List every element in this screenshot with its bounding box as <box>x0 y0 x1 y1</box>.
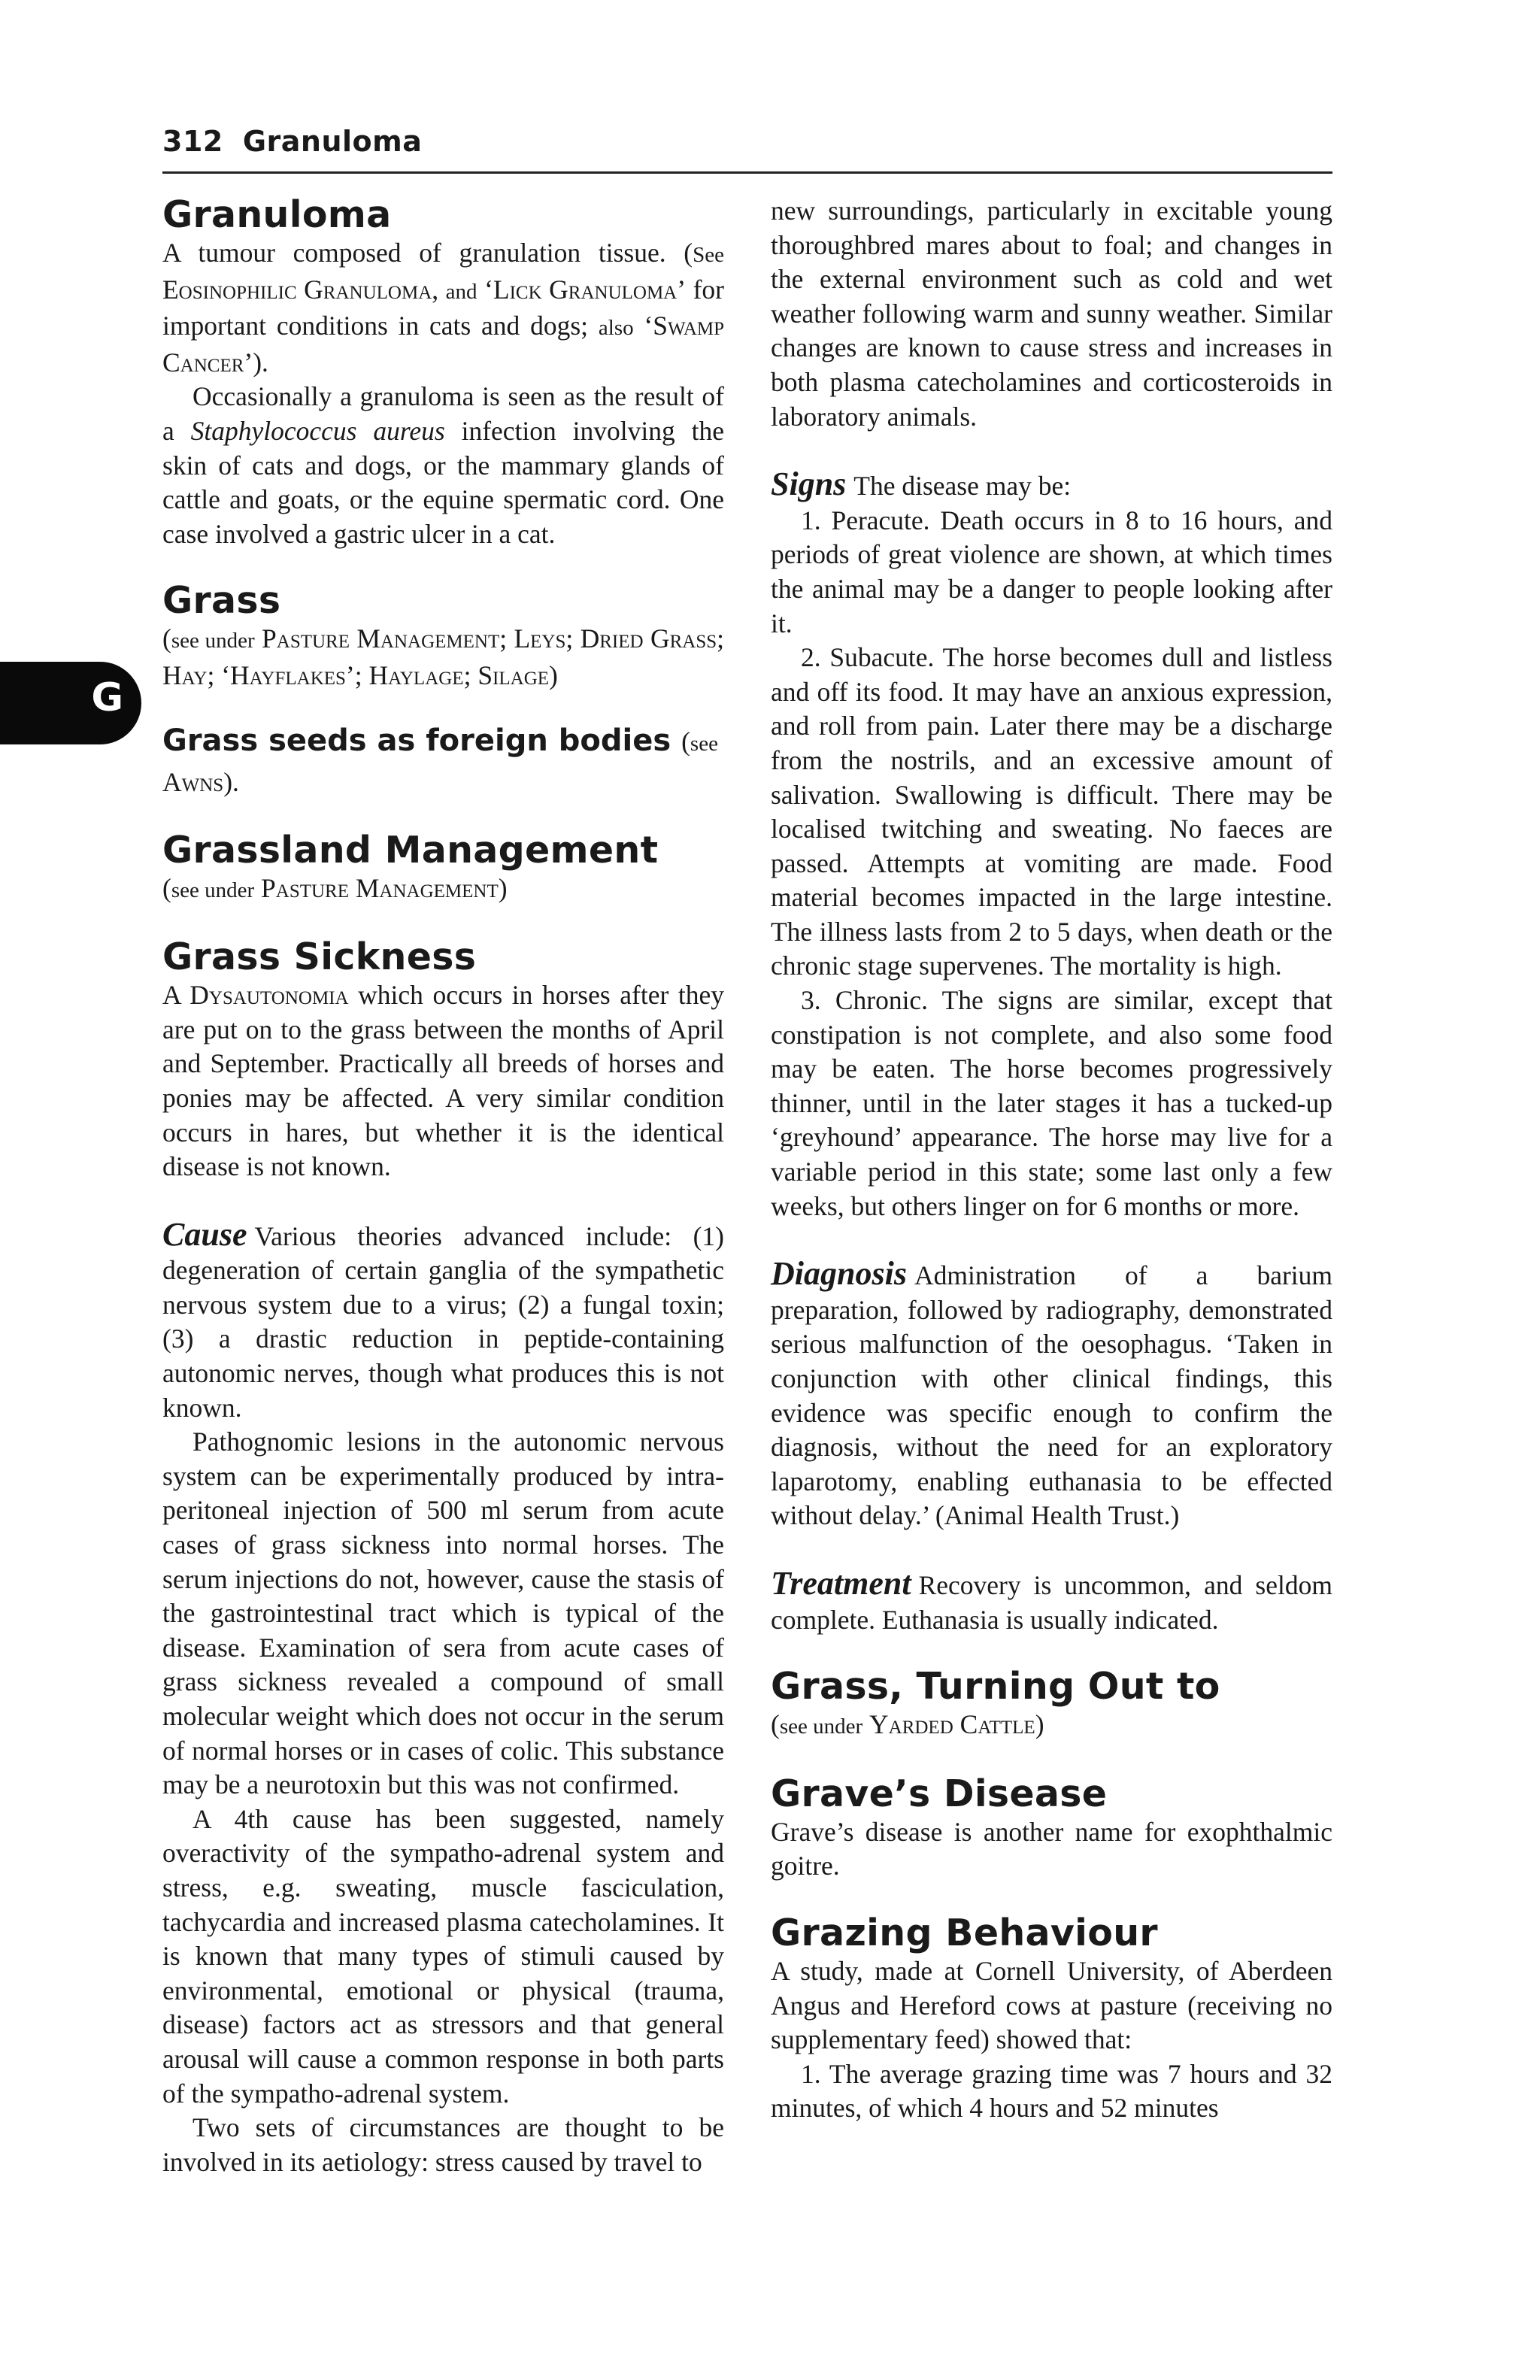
cross-reference[interactable]: Awns <box>162 766 224 797</box>
paragraph: Pathognomic lesions in the autonomic nervous system can be experimentally produced by intra-peritoneal injection of 500 ml serum from acute cases of grass sickness into normal horses. The serum injections do not, however, cause the stasis of the gastrointestinal tract which is typical of the disease. Examination of sera from acute cases of grass sickness revealed a compound of small molecular weight which does not occur in the serum of normal horses or in cases of colic. This substance may be a neurotoxin but this was not confirmed. <box>162 1426 724 1800</box>
text: Various theories advanced include: (1) degeneration of certain ganglia of the sympathetic nervous system due to a virus; (2) a fungal toxin; (3) a drastic reduction in peptide-containing autonomic nerves, though what produces this is not known. <box>162 1220 724 1423</box>
paragraph: Grave’s disease is another name for exophthalmic goitre. <box>771 1816 1332 1881</box>
paragraph: new surroundings, particularly in excitable young thoroughbred mares about to foal; and changes in the external environment such as cold and wet weather following warm and sunny weather. Similar changes are known to cause stress and increases in both plasma catecholamines and corticosteroids in laboratory animals. <box>771 196 1332 432</box>
entry-heading-grass: Grass <box>162 579 281 623</box>
text: Recovery is uncommon, and seldom complete. Euthanasia is usually indicated. <box>771 1569 1332 1635</box>
left-column <box>162 194 724 2179</box>
cross-reference[interactable]: ‘Swamp Cancer’ <box>162 311 725 377</box>
entry-heading-grassland-management: Grassland Management <box>162 828 659 872</box>
text: also <box>598 316 634 341</box>
thumb-index-letter: G <box>91 675 123 720</box>
paragraph: A study, made at Cornell University, of Aberdeen Angus and Hereford cows at pasture (receiving no supplementary feed) showed that: <box>771 1955 1332 2055</box>
paragraph <box>771 467 1332 504</box>
entry-heading-grass-sickness: Grass Sickness <box>162 935 477 979</box>
text: Administration of a barium preparation, followed by radiography, demonstrated serious malfunction of the oesophagus. ‘Taken in conjunction with other clinical findings, this evidence was specific enough to confirm the diagnosis, without the need for an exploratory laparotomy, enabling euthanasia to be effected without delay.’ (Animal Health Trust.) <box>771 1260 1332 1531</box>
paragraph: 3. Chronic. The signs are similar, except that constipation is not complete, and also some food may be eaten. The horse becomes progressively thinner, until in the later stages it has a tucked-up ‘greyhound’ appearance. The horse may live for a variable period in this state; some last only a few weeks, but others linger on for 6 months or more. <box>771 985 1332 1221</box>
paragraph: 1. The average grazing time was 7 hours and 32 minutes, of which 4 hours and 52 minutes <box>771 2058 1332 2124</box>
see-text: see under <box>171 878 255 902</box>
paragraph <box>771 1257 1332 1533</box>
page-number: 312 <box>162 125 223 158</box>
text: infection involving the skin of cats and dogs, or the mammary glands of cattle and goats, or the equine spermatic cord. One case involved a gastric ulcer in a cat. <box>162 415 724 549</box>
paragraph: (see under Pasture Management; Leys; Dried Grass; Hay; ‘Hayflakes’; Haylage; Silage) <box>162 623 724 690</box>
entry-heading-graves-disease: Grave’s Disease <box>771 1772 1108 1815</box>
subheading-cause: Cause <box>162 1215 247 1253</box>
entry-heading-grazing-behaviour: Grazing Behaviour <box>771 1911 1158 1954</box>
text: which occurs in horses after they are put on to the grass between the months of April and September. Practically all breeds of horses and ponies may be affected. A very similar condition occurs in hares, but whether it is the identical disease is not known. <box>162 980 724 1182</box>
running-head <box>162 125 422 158</box>
paragraph: (see under Pasture Management) <box>162 872 508 903</box>
cross-reference[interactable]: Yarded Cattle <box>869 1709 1035 1740</box>
text: The disease may be: <box>853 471 1072 502</box>
subheading-treatment: Treatment <box>771 1564 911 1602</box>
paragraph: A 4th cause has been suggested, namely overactivity of the sympatho-adrenal system and stress, e.g. sweating, muscle fasciculation, tachycardia and increased plasma catecholamines. It is known that many types of stimuli caused by environmental, emotional or physical (trauma, disease) factors act as stressors and that general arousal will cause a common response in both parts of the sympatho-adrenal system. <box>162 1803 724 2109</box>
heading-text: Grass seeds as foreign bodies <box>162 723 671 758</box>
paragraph: (see under Yarded Cattle) <box>771 1709 1044 1740</box>
header-rule <box>162 171 1332 174</box>
cross-reference[interactable]: Pasture Management <box>261 872 499 903</box>
see-text: see under <box>171 629 255 653</box>
text: for important conditions in cats and dogs; <box>162 274 724 341</box>
paragraph: 2. Subacute. The horse becomes dull and listless and off its food. It may have an anxious expression, and roll from pain. Later there may be a discharge from the nostrils, and an excessive amount of salivation. Swallowing is difficult. There may be localised twitching and sweating. No faeces are passed. Attempts at vomiting are made. Food material becomes impacted in the large intestine. The illness lasts from 2 to 5 days, when death or the chronic stage supervenes. The mortality is high. <box>771 642 1332 981</box>
see-text: see <box>690 731 718 756</box>
thumb-index-tab[interactable] <box>0 662 141 744</box>
text: A tumour composed of granulation tissue. ( <box>162 238 693 268</box>
cross-reference[interactable]: A Dysautonomia <box>162 980 349 1011</box>
see-text: see under <box>779 1715 863 1739</box>
cross-reference[interactable]: Pasture Management; Leys; Dried Grass; Hay; ‘Hayflakes’; Haylage; Silage <box>162 623 724 690</box>
running-title: Granuloma <box>242 125 423 158</box>
entry-heading-grass-seeds: Grass seeds as foreign bodies (see Awns). <box>162 723 718 797</box>
subheading-signs: Signs <box>771 465 847 503</box>
right-column <box>771 194 1332 2126</box>
paragraph <box>162 380 724 551</box>
species-name: Staphylococcus aureus <box>190 415 445 446</box>
paragraph <box>162 978 724 1184</box>
entry-heading-grass-turning-out: Grass, Turning Out to <box>771 1665 1220 1708</box>
text: and <box>445 279 477 304</box>
see-text: See <box>693 243 724 267</box>
entry-heading-granuloma: Granuloma <box>162 193 392 236</box>
paragraph: A tumour composed of granulation tissue. (See Eosinophilic Granuloma, and ‘Lick Granuloma’ for important conditions in cats and dogs; also ‘Swamp Cancer’). <box>162 238 725 377</box>
text: Occasionally a granuloma is seen as the result of a <box>162 381 724 446</box>
paragraph: 1. Peracute. Death occurs in 8 to 16 hours, and periods of great violence are shown, at which times the animal may be a danger to people looking after it. <box>771 505 1332 638</box>
text: ). <box>253 347 268 377</box>
paragraph: Two sets of circumstances are thought to be involved in its aetiology: stress caused by travel to <box>162 2112 724 2177</box>
cross-reference[interactable]: Eosinophilic Granuloma <box>162 274 432 305</box>
cross-reference[interactable]: ‘Lick Granuloma’ <box>484 274 687 305</box>
paragraph <box>771 1566 1332 1637</box>
subheading-diagnosis: Diagnosis <box>771 1255 907 1293</box>
paragraph <box>162 1217 724 1426</box>
